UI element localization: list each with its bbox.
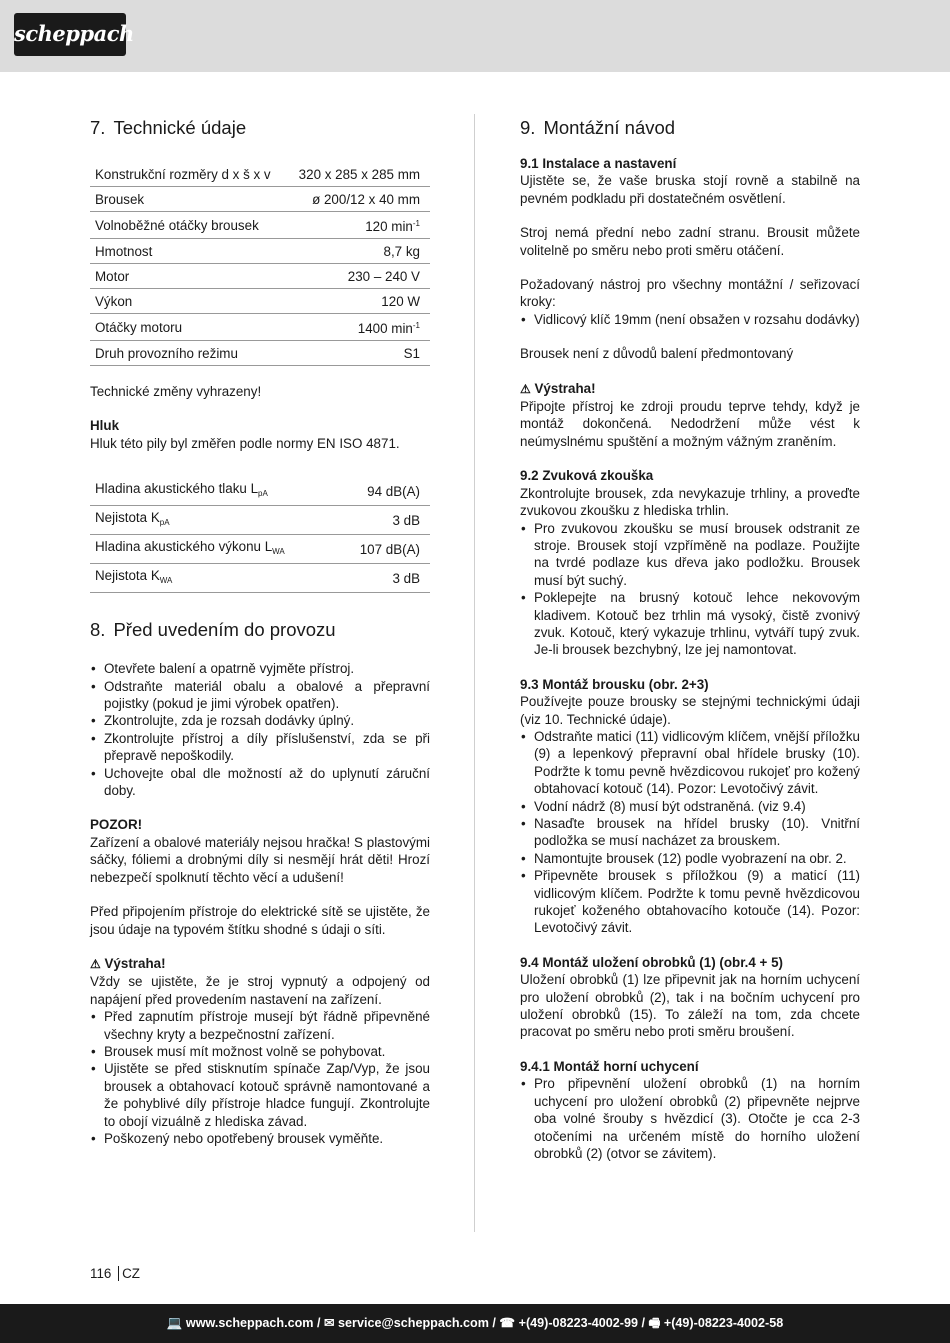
row-label: Výkon — [90, 289, 286, 314]
table-row — [90, 506, 430, 535]
s92-text: Zkontrolujte brousek, zda nevykazuje trhliny, a proveďte zvukovou zkoušku z hlediska trhlin. — [520, 485, 860, 519]
list-item: • Odstraňte materiál obalu a obalové a přepravní pojistky (pokud je jimi výrobek opatřen). — [90, 678, 430, 713]
row-value: 107 dB(A) — [337, 535, 430, 564]
s91-heading: 9.1 Instalace a nastavení — [520, 156, 677, 171]
s941-heading: 9.4.1 Montáž horní uchycení — [520, 1058, 699, 1074]
s92-list — [520, 520, 860, 659]
table-row — [90, 289, 430, 314]
list-item: • Vodní nádrž (8) musí být odstraněná. (viz 9.4) — [520, 798, 860, 815]
row-label: Hladina akustického výkonu $L_{WA}$ — [90, 535, 337, 564]
list-item: • Zkontrolujte přístroj a díly příslušenství, zda se při přepravě nepoškodily. — [90, 730, 430, 765]
row-value: 230 – 240 V — [286, 264, 430, 289]
list-item: • Ujistěte se před stisknutím spínače Zap/Vyp, že jsou brousek a obtahovací kotouč správně namontované a že pohyblivé díly přístroje hladce fungují. Zkontrolujte to obojí vizuálně z hlediska závad. — [90, 1060, 430, 1130]
noise-heading: Hluk — [90, 418, 120, 434]
s941-list — [520, 1075, 860, 1162]
list-item: • Pro zvukovou zkoušku se musí brousek odstranit ze stroje. Brousek stojí vzpříměně na podlaze. Použijte na tvrdé podlaze kus dřeva jako podložku. Brousek musí být suchý. — [520, 520, 860, 590]
table-row — [90, 535, 430, 564]
list-item: • Uchovejte obal dle možností až do uplynutí záruční doby. — [90, 765, 430, 800]
list-item: • Poklepejte na brusný kotouč lehce nekovovým kladivem. Kotouč bez trhlin má vysoký, čistě zvonivý zvuk. Kotouč, který vykazuje trhlinu, vytváří tupý zvuk. Je-li brousek bezchybný, lze jej namontovat. — [520, 589, 860, 659]
power-text: Před připojením přístroje do elektrické sítě se ujistěte, že jsou údaje na typovém štítku shodné s údaji o síti. — [90, 904, 430, 937]
row-value: 120 $\min^{-1}$ — [286, 212, 430, 239]
list-item: • Pro připevnění uložení obrobků (1) na horním uchycení pro uložení obrobků (2) připevněte nejprve oba volné šrouby s hvězdicí (3). Otočte je cca 2-3 otočeními na určeném místě do horního uložení obrobků (2) (otvor se závitem). — [520, 1075, 860, 1162]
row-label: Otáčky motoru — [90, 314, 286, 341]
table-row — [90, 239, 430, 264]
specs-table — [90, 162, 430, 366]
left-column — [90, 116, 430, 1147]
warning-list-left — [90, 1008, 430, 1147]
warning-heading-left: ⚠ Výstraha! — [90, 955, 166, 971]
list-item: • Vidlicový klíč 19mm (není obsažen v rozsahu dodávky) — [520, 311, 860, 328]
row-value: 8,7 kg — [286, 239, 430, 264]
s91-list — [520, 311, 860, 328]
s94-text: Uložení obrobků (1) lze připevnit jak na horním uchycení pro uložení obrobků (2), tak i na bočním uchycení pro uložení obrobků (15). To záleží na tom, zda chcete pracovat po směru nebo proti směru broušení. — [520, 972, 860, 1040]
list-item: • Otevřete balení a opatrně vyjměte přístroj. — [90, 660, 430, 677]
row-label: Hmotnost — [90, 239, 286, 264]
section-8-list — [90, 660, 430, 799]
section-9-heading: 9. Montážní návod — [520, 117, 676, 138]
s92-heading: 9.2 Zvuková zkouška — [520, 468, 654, 484]
s91-p1: Ujistěte se, že vaše bruska stojí rovně a stabilně na pevném podkladu při dostatečném osvětlení. — [520, 173, 860, 206]
list-item: • Nasaďte brousek na hřídel brusky (10). Vnitřní podložka se musí nacházet za brouskem. — [520, 815, 860, 850]
row-value: 3 dB — [337, 506, 430, 535]
warning-icon: ⚠ — [90, 956, 101, 971]
table-row — [90, 564, 430, 593]
row-label: Nejistota $K_{WA}$ — [90, 564, 337, 593]
column-divider — [474, 114, 475, 1232]
table-row — [90, 477, 430, 506]
noise-table — [90, 477, 430, 593]
warning-text-right: Připojte přístroj ke zdroji proudu teprve tehdy, když je montáž dokončená. Nedodržení může vést k neúmyslnému spuštění a možným vážným zraněním. — [520, 399, 860, 449]
page-header — [0, 0, 950, 72]
contact-footer: 💻 www.scheppach.com / ✉ service@scheppach.com / ☎ +(49)-08223-4002-99 / 🖷 +(49)-08223-4002-58 — [0, 1304, 950, 1343]
page-number: 116 CZ — [90, 1266, 140, 1281]
section-7-heading: 7. Technické údaje — [90, 117, 247, 138]
s93-text: Používejte pouze brousky se stejnými technickými údaji (viz 10. Technické údaje). — [520, 694, 860, 727]
list-item: • Odstraňte matici (11) vidlicovým klíčem, vnější příložku (9) a lepenkový přepravní obal hřídele brusky (10). Podržte k tomu pevně hvězdicovou rukojeť pro kožený obtahovací kotouč (14). Pozor: Levotočivý závit. — [520, 728, 860, 798]
right-column — [520, 116, 860, 1162]
s93-list — [520, 728, 860, 937]
list-item: • Poškozený nebo opotřebený brousek vyměňte. — [90, 1130, 430, 1147]
s91-p2: Stroj nemá přední nebo zadní stranu. Brousit můžete volitelně po směru nebo proti směru otáčení. — [520, 225, 860, 258]
noise-text: Hluk této pily byl změřen podle normy EN ISO 4871. — [90, 435, 400, 451]
section-8-heading: 8. Před uvedením do provozu — [90, 619, 336, 641]
s91-p3: Požadovaný nástroj pro všechny montážní / seřizovací kroky: — [520, 277, 860, 310]
row-label: Hladina akustického tlaku $L_{pA}$ — [90, 477, 337, 506]
list-item: • Připevněte brousek s příložkou (9) a maticí (11) vidlicovým klíčem. Podržte k tomu pevně hvězdicovou rukojeť koženého obtahovacího kotouče (14). Pozor: Levotočivý závit. — [520, 867, 860, 937]
tech-changes-note: Technické změny vyhrazeny! — [90, 384, 262, 399]
pozor-heading: POZOR! — [90, 817, 143, 833]
row-label: Nejistota $K_{pA}$ — [90, 506, 337, 535]
row-label: Druh provozního režimu — [90, 341, 286, 366]
row-value: 320 x 285 x 285 mm — [286, 162, 430, 187]
s93-heading: 9.3 Montáž brousku (obr. 2+3) — [520, 676, 709, 692]
row-label: Konstrukční rozměry d x š x v — [90, 162, 286, 187]
row-label: Brousek — [90, 187, 286, 212]
row-label: Volnoběžné otáčky brousek — [90, 212, 286, 239]
row-value: ø 200/12 x 40 mm — [286, 187, 430, 212]
list-item: • Před zapnutím přístroje musejí být řádně připevněné všechny kryty a bezpečnostní zařízení. — [90, 1008, 430, 1043]
scheppach-logo: scheppach — [14, 13, 126, 56]
row-value: 1400 $\min^{-1}$ — [286, 314, 430, 341]
s91-p4: Brousek není z důvodů balení předmontovaný — [520, 346, 794, 362]
warning-text-left: Vždy se ujistěte, že je stroj vypnutý a odpojený od napájení před provedením nastavení na zařízení. — [90, 974, 430, 1007]
row-value: 94 dB(A) — [337, 477, 430, 506]
list-item: • Zkontrolujte, zda je rozsah dodávky úplný. — [90, 712, 430, 729]
row-label: Motor — [90, 264, 286, 289]
s94-heading: 9.4 Montáž uložení obrobků (1) (obr.4 + 5) — [520, 954, 783, 970]
row-value: 120 W — [286, 289, 430, 314]
row-value: 3 dB — [337, 564, 430, 593]
list-item: • Brousek musí mít možnost volně se pohybovat. — [90, 1043, 430, 1060]
table-row — [90, 341, 430, 366]
table-row — [90, 212, 430, 239]
table-row — [90, 264, 430, 289]
row-value: S1 — [286, 341, 430, 366]
list-item: • Namontujte brousek (12) podle vyobrazení na obr. 2. — [520, 850, 860, 867]
table-row — [90, 314, 430, 341]
table-row — [90, 187, 430, 212]
warning-icon: ⚠ — [520, 381, 531, 396]
pozor-text: Zařízení a obalové materiály nejsou hračka! S plastovými sáčky, fóliemi a drobnými díly si nesmějí hrát děti! Hrozí nebezpečí spolknutí těchto věcí a udušení! — [90, 834, 430, 885]
warning-heading-right: ⚠ Výstraha! — [520, 380, 596, 396]
table-row — [90, 162, 430, 187]
